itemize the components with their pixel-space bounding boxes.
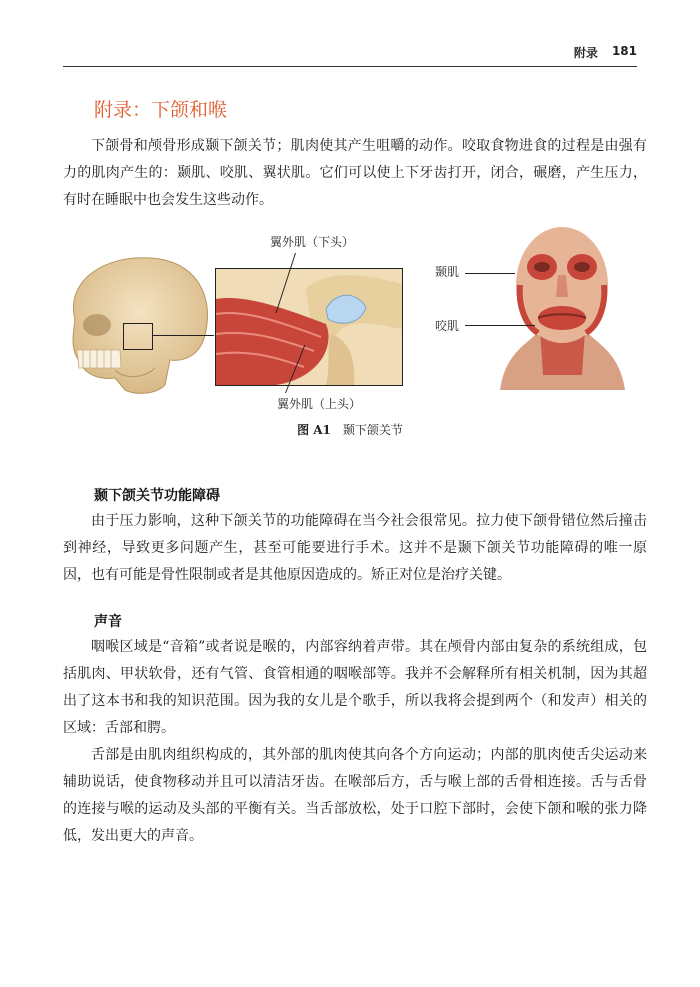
joint-closeup-illustration xyxy=(215,268,403,386)
figure-caption xyxy=(0,421,700,438)
label-lateral-pterygoid-lower: 翼外肌（下头） xyxy=(270,235,355,249)
zoom-connector-line xyxy=(152,335,214,336)
page-title: 附录：下颌和喉 xyxy=(94,99,228,121)
section-paragraph-tmj: 由于压力影响，这种下颌关节的功能障碍在当今社会很常见。拉力使下颌骨错位然后撞击到神经，导致更多问题产生，甚至可能要进行手术。这并不是颞下颌关节功能障碍的唯一原因，也有可能是骨性限制或者是其他原因造成的。矫正对位是治疗关键。 xyxy=(63,513,647,583)
zoom-indicator-box xyxy=(123,323,153,350)
header-section: 附录 xyxy=(573,46,598,60)
caption-text: 颞下颌关节 xyxy=(342,423,403,437)
label-lateral-pterygoid-upper: 翼外肌（上头） xyxy=(277,397,362,411)
section-paragraph-voice-1: 咽喉区域是“音箱”或者说是喉的，内部容纳着声带。其在颅骨内部由复杂的系统组成，包括肌肉、甲状软骨，还有气管、食管相通的咽喉部等。我并不会解释所有相关机制，因为其超出了这本书和我的知识范围。因为我的女儿是个歌手，所以我将会提到两个（和发声）相关的区域：舌部和腭。 xyxy=(63,639,647,736)
section-heading-tmj: 颞下颌关节功能障碍 xyxy=(94,488,220,504)
label-temporalis: 颞肌 xyxy=(435,265,460,279)
leader-line-temporalis xyxy=(465,273,515,274)
caption-number: 图 A1 xyxy=(297,423,331,437)
tmj-figure xyxy=(55,225,655,440)
leader-line-masseter xyxy=(465,325,535,326)
face-muscle-illustration xyxy=(480,225,645,390)
running-header xyxy=(63,44,637,67)
intro-paragraph: 下颌骨和颅骨形成颞下颌关节；肌肉使其产生咀嚼的动作。咬取食物进食的过程是由强有力的肌肉产生的：颞肌、咬肌、翼状肌。它们可以使上下牙齿打开，闭合，碾磨，产生压力，有时在睡眠中也会发生这些动作。 xyxy=(63,138,647,208)
page-number: 181 xyxy=(611,44,637,58)
label-masseter: 咬肌 xyxy=(435,319,460,333)
section-heading-voice: 声音 xyxy=(94,614,122,630)
section-paragraph-voice-2: 舌部是由肌肉组织构成的，其外部的肌肉使其向各个方向运动；内部的肌肉使舌尖运动来辅助说话，使食物移动并且可以清洁牙齿。在喉部后方，舌与喉上部的舌骨相连接。舌与舌骨的连接与喉的运动及头部的平衡有关。当舌部放松，处于口腔下部时，会使下颌和喉的张力降低，发出更大的声音。 xyxy=(63,747,647,844)
